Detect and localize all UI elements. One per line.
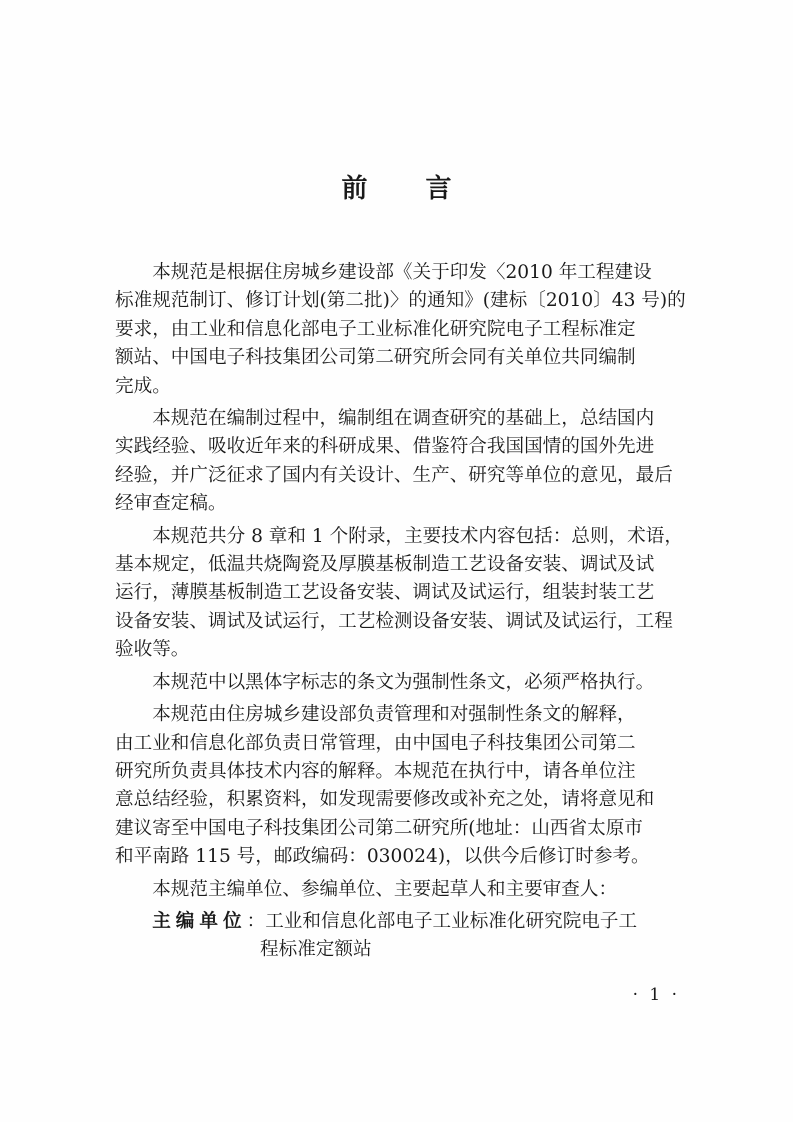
paragraph-line: 和平南路 115 号，邮政编码：030024)，以供今后修订时参考。 (115, 846, 650, 868)
paragraph-4 (115, 669, 677, 697)
paragraph-line: 实践经验、吸收近年来的科研成果、借鉴符合我国国情的国外先进 (115, 436, 655, 458)
preface-body (115, 259, 686, 965)
entry-separator: ： (246, 910, 266, 932)
paragraph-line: 验收等。 (115, 639, 190, 661)
paragraph-line: 由工业和信息化部负责日常管理，由中国电子科技集团公司第二 (115, 732, 636, 754)
paragraph-line: 本规范是根据住房城乡建设部《关于印发〈2010 年工程建设 (152, 262, 652, 283)
paragraph-line: 运行，薄膜基板制造工艺设备安装、调试及试运行，组装封装工艺 (115, 582, 655, 604)
chief-editor-unit-label: 主编单位 (152, 910, 247, 932)
chief-editor-unit-value-line: 程标准定额站 (260, 939, 372, 961)
title-char-2: 言 (425, 174, 452, 204)
paragraph-line: 标准规范制订、修订计划(第二批)〉的通知》(建标〔2010〕43 号)的 (115, 290, 686, 312)
paragraph-line: 本规范中以黑体字标志的条文为强制性条文，必须严格执行。 (152, 671, 655, 693)
paragraph-line: 本规范共分 8 章和 1 个附录，主要技术内容包括：总则，术语， (152, 525, 683, 547)
paragraph-3 (115, 523, 683, 665)
chief-editor-unit-value-line: 工业和信息化部电子工业标准化研究院电子工 (265, 910, 638, 932)
paragraph-line: 研究所负责具体技术内容的解释。本规范在执行中，请各单位注 (115, 760, 636, 782)
paragraph-line: 建议寄至中国电子科技集团公司第二研究所(地址：山西省太原市 (115, 817, 643, 839)
paragraph-line: 意总结经验，积累资料，如发现需要修改或补充之处，请将意见和 (115, 789, 655, 811)
paragraph-line: 本规范主编单位、参编单位、主要起草人和主要审查人： (152, 878, 618, 900)
paragraph-line: 本规范由住房城乡建设部负责管理和对强制性条文的解释， (152, 704, 636, 726)
title-char-1: 前 (341, 174, 368, 204)
page-title (0, 168, 793, 205)
paragraph-line: 额站、中国电子科技集团公司第二研究所会同有关单位共同编制 (115, 347, 636, 369)
page-number: · 1 · (632, 985, 680, 1005)
chief-editor-unit-entry (115, 908, 677, 965)
paragraph-line: 经验，并广泛征求了国内有关设计、生产、研究等单位的意见，最后 (115, 464, 673, 486)
entry-row (115, 908, 677, 936)
paragraph-5 (115, 701, 677, 871)
paragraph-line: 基本规定，低温共烧陶瓷及厚膜基板制造工艺设备安装、调试及试 (115, 554, 655, 576)
paragraph-line: 设备安装、调试及试运行，工艺检测设备安装、调试及试运行，工程 (115, 610, 673, 632)
paragraph-line: 完成。 (115, 375, 171, 397)
paragraph-6 (115, 876, 677, 904)
paragraph-line: 经审查定稿。 (115, 493, 227, 515)
paragraph-line: 本规范在编制过程中，编制组在调查研究的基础上，总结国内 (152, 408, 655, 430)
paragraph-1 (115, 259, 686, 401)
paragraph-2 (115, 405, 677, 519)
paragraph-line: 要求，由工业和信息化部电子工业标准化研究院电子工程标准定 (115, 318, 636, 340)
